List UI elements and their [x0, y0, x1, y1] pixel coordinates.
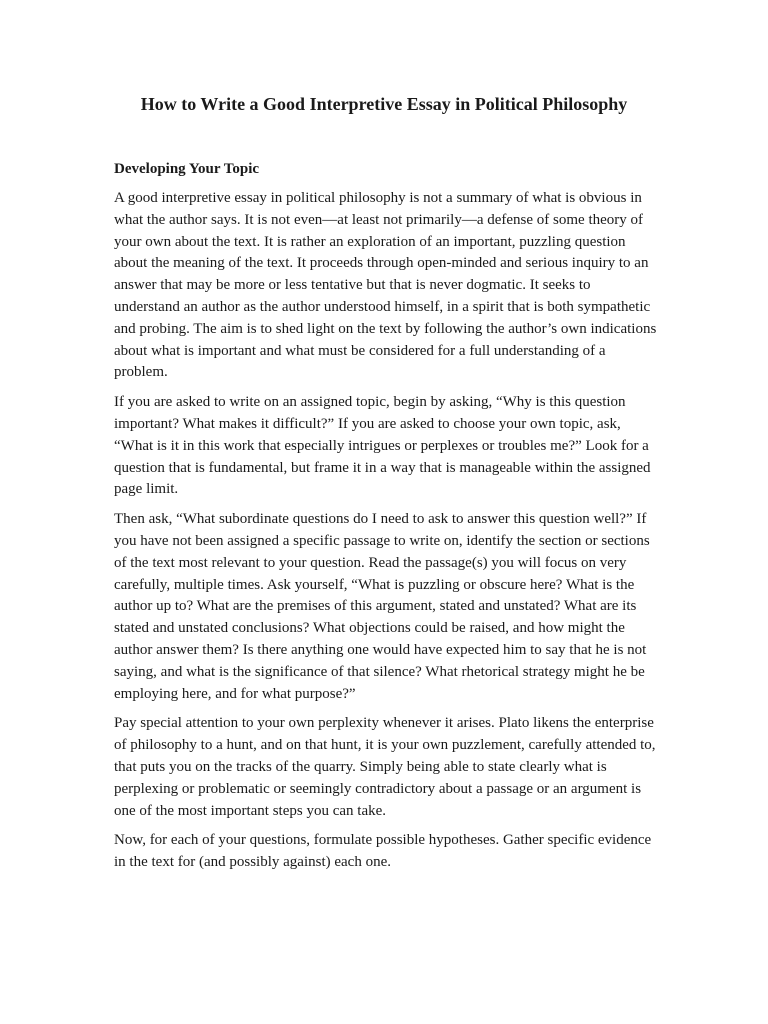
document-title: How to Write a Good Interpretive Essay in Political Philosophy [140, 94, 628, 114]
paragraph: Then ask, “What subordinate questions do I need to ask to answer this question well?” If you have not been assigned a specific passage to write on, identify the section or sections of the text most relevant to your question. Read the passage(s) you will focus on very carefully, multiple times. Ask yourself, “What is puzzling or obscure here? What is the author up to? What are the premises of this argument, stated and unstated? What are its stated and unstated conclusions? What objections could be raised, and how might the author answer them? Is there anything one would have expected him to say that he is not saying, and what is the significance of that silence? What rhetorical strategy might he be employing here, and for what purpose?” [114, 511, 650, 702]
paragraph: If you are asked to write on an assigned topic, begin by asking, “Why is this question important? What makes it difficult?” If you are asked to choose your own topic, ask, “What is it in this work that especially intrigues or perplexes or troubles me?” Look for a question that is fundamental, but frame it in a way that is manageable within the assigned page limit. [114, 394, 651, 498]
paragraph: Now, for each of your questions, formulate possible hypotheses. Gather specific evidence in the text for (and possibly against) each one. [114, 832, 652, 871]
section-heading: Developing Your Topic [114, 161, 260, 177]
paragraph: A good interpretive essay in political philosophy is not a summary of what is obvious in what the author says. It is not even—at least not primarily—a defense of some theory of your own about the text. It is rather an exploration of an important, puzzling question about the meaning of the text. It proceeds through open-minded and serious inquiry to an answer that may be more or less tentative but that is never dogmatic. It seeks to understand an author as the author understood himself, in a spirit that is both sympathetic and probing. The aim is to shed light on the text by following the author’s own indications about what is important and what must be considered for a full understanding of a problem. [114, 190, 657, 381]
paragraph: Pay special attention to your own perplexity whenever it arises. Plato likens the enterprise of philosophy to a hunt, and on that hunt, it is your own puzzlement, carefully attended to, that puts you on the tracks of the quarry. Simply being able to state clearly what is perplexing or problematic or seemingly contradictory about a passage or an argument is one of the most important steps you can take. [114, 715, 656, 819]
document-body [114, 158, 659, 882]
